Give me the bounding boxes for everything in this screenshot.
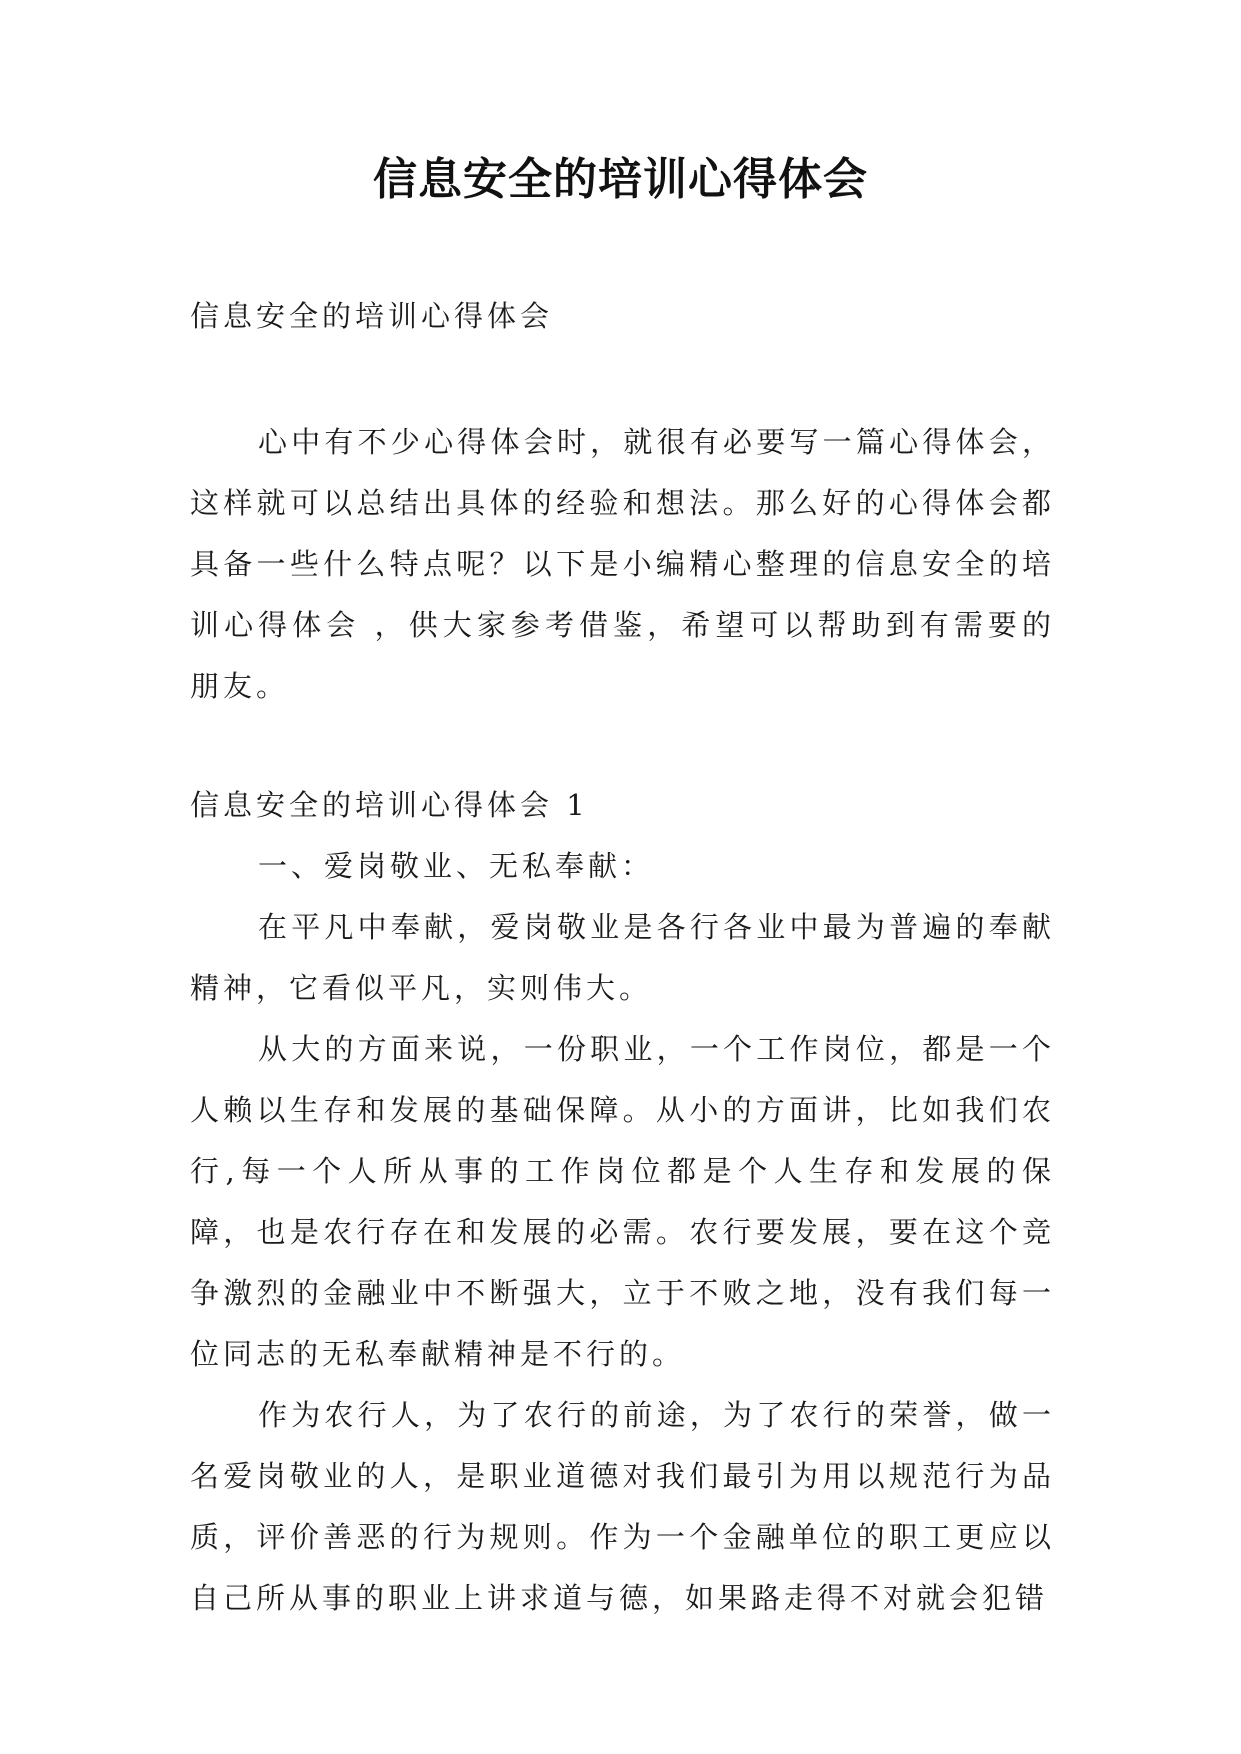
spacer	[190, 717, 1055, 775]
document-subtitle: 信息安全的培训心得体会	[190, 299, 554, 333]
point-heading: 一、爱岗敬业、无私奉献：	[258, 849, 655, 883]
document-title: 信息安全的培训心得体会	[373, 154, 868, 205]
section-heading: 信息安全的培训心得体会 1	[190, 788, 589, 822]
spacer	[190, 347, 1055, 412]
body-paragraph: 作为农行人，为了农行的前途，为了农行的荣誉，做一名爱岗敬业的人，是职业道德对我们最引为用以规范行为品质，评价善恶的行为规则。作为一个金融单位的职工更应以自己所从事的职业上讲求道与德，如果路走得不对就会犯错	[190, 1398, 1055, 1615]
intro-paragraph: 心中有不少心得体会时，就很有必要写一篇心得体会，这样就可以总结出具体的经验和想法。那么好的心得体会都具备一些什么特点呢？以下是小编精心整理的信息安全的培训心得体会 ，供大家参考借鉴，希望可以帮助到有需要的朋友。	[190, 425, 1055, 703]
body-paragraph: 在平凡中奉献，爱岗敬业是各行各业中最为普遍的奉献精神，它看似平凡，实则伟大。	[190, 910, 1055, 1005]
body-paragraph: 从大的方面来说，一份职业，一个工作岗位，都是一个人赖以生存和发展的基础保障。从小的方面讲，比如我们农行,每一个人所从事的工作岗位都是个人生存和发展的保障，也是农行存在和发展的必需。农行要发展，要在这个竞争激烈的金融业中不断强大，立于不败之地，没有我们每一位同志的无私奉献精神是不行的。	[190, 1032, 1055, 1371]
document-body	[190, 286, 1055, 1629]
